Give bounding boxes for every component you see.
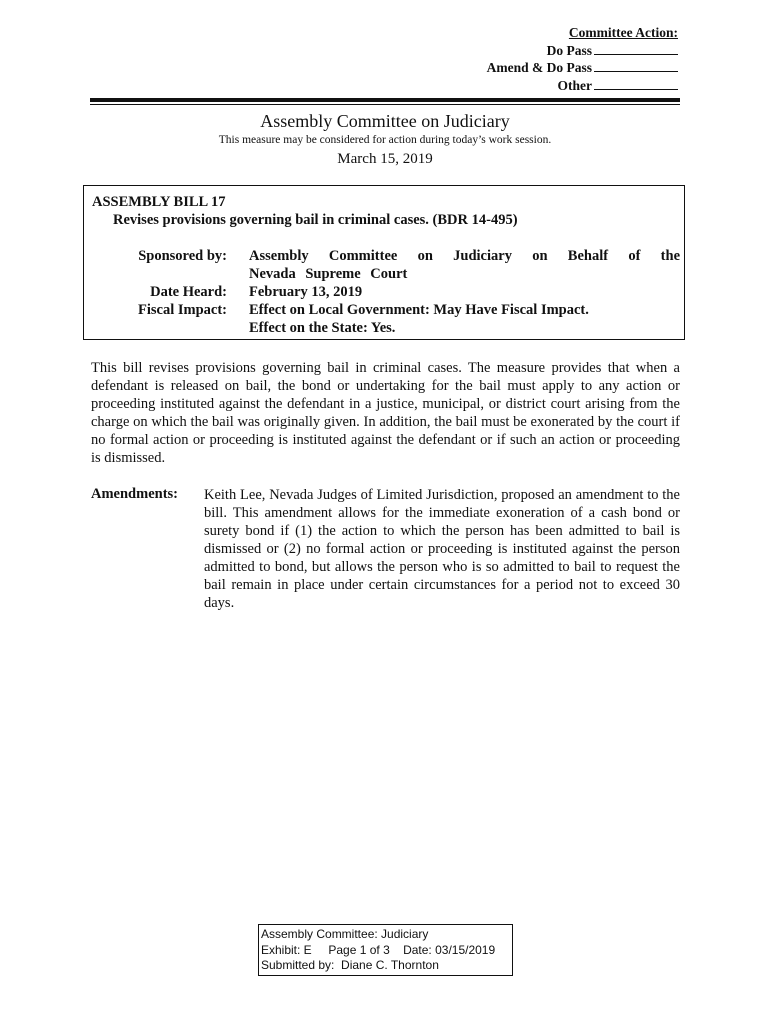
- fiscal-impact-label: Fiscal Impact:: [138, 302, 227, 318]
- header-rule-thick: [90, 98, 680, 102]
- committee-action-title: Committee Action:: [568, 25, 678, 40]
- exhibit-stamp: [258, 924, 513, 976]
- date-heard-label: Date Heard:: [150, 284, 227, 300]
- amend-do-pass-label: Amend & Do Pass: [486, 60, 592, 75]
- sponsored-by-value-line1: Assembly Committee on Judiciary on Behalf of the: [249, 248, 680, 264]
- bill-number: ASSEMBLY BILL 17: [92, 194, 226, 210]
- exhibit-committee: Assembly Committee: Judiciary: [261, 927, 429, 941]
- date-heard-value: February 13, 2019: [249, 284, 363, 300]
- committee-title: Assembly Committee on Judiciary: [260, 111, 510, 131]
- other-label: Other: [557, 77, 592, 93]
- do-pass-row: [487, 42, 678, 60]
- committee-action-block: [487, 24, 678, 94]
- amend-do-pass-blank: [594, 60, 678, 72]
- amendments-text: Keith Lee, Nevada Judges of Limited Jurisdiction, proposed an amendment to the bill. This amendment allows for the immediate exoneration of a cash bond or surety bond if (1) the action to which the person has been admitted to bail is dismissed or (2) no formal action or proceeding is instituted against the person admitted to bond, but allows the person who is so admitted to bail to request the bail remain in place under certain circumstances for a period not to exceed 30 days.: [204, 487, 680, 611]
- amendments-label: Amendments:: [91, 486, 178, 502]
- hearing-date: March 15, 2019: [337, 151, 433, 167]
- exhibit-submitted-by: Submitted by: Diane C. Thornton: [261, 958, 439, 972]
- other-blank: [594, 78, 678, 90]
- sponsored-by-value-line2: Nevada Supreme Court: [249, 266, 408, 282]
- header-rule-thin: [90, 104, 680, 105]
- do-pass-label: Do Pass: [546, 42, 592, 58]
- bill-summary: Revises provisions governing bail in criminal cases. (BDR 14-495): [113, 212, 518, 228]
- fiscal-impact-local: Effect on Local Government: May Have Fiscal Impact.: [249, 302, 589, 318]
- amend-do-pass-row: [487, 59, 678, 77]
- sponsored-by-label: Sponsored by:: [138, 248, 227, 264]
- measure-note: This measure may be considered for action during today’s work session.: [218, 134, 552, 146]
- exhibit-page-date: Exhibit: E Page 1 of 3 Date: 03/15/2019: [261, 942, 496, 957]
- do-pass-blank: [594, 43, 678, 55]
- fiscal-impact-state: Effect on the State: Yes.: [249, 320, 396, 336]
- other-row: [487, 77, 678, 95]
- bill-description: This bill revises provisions governing bail in criminal cases. The measure provides that when a defendant is released on bail, the bond or undertaking for the bail must apply to any action or proceeding instituted against the defendant in a justice, municipal, or district court arising from the charge on which the bail was originally given. In addition, the bail must be exonerated by the court if no formal action or proceeding is instituted against the defendant or if such an action or proceeding is dismissed.: [91, 360, 680, 466]
